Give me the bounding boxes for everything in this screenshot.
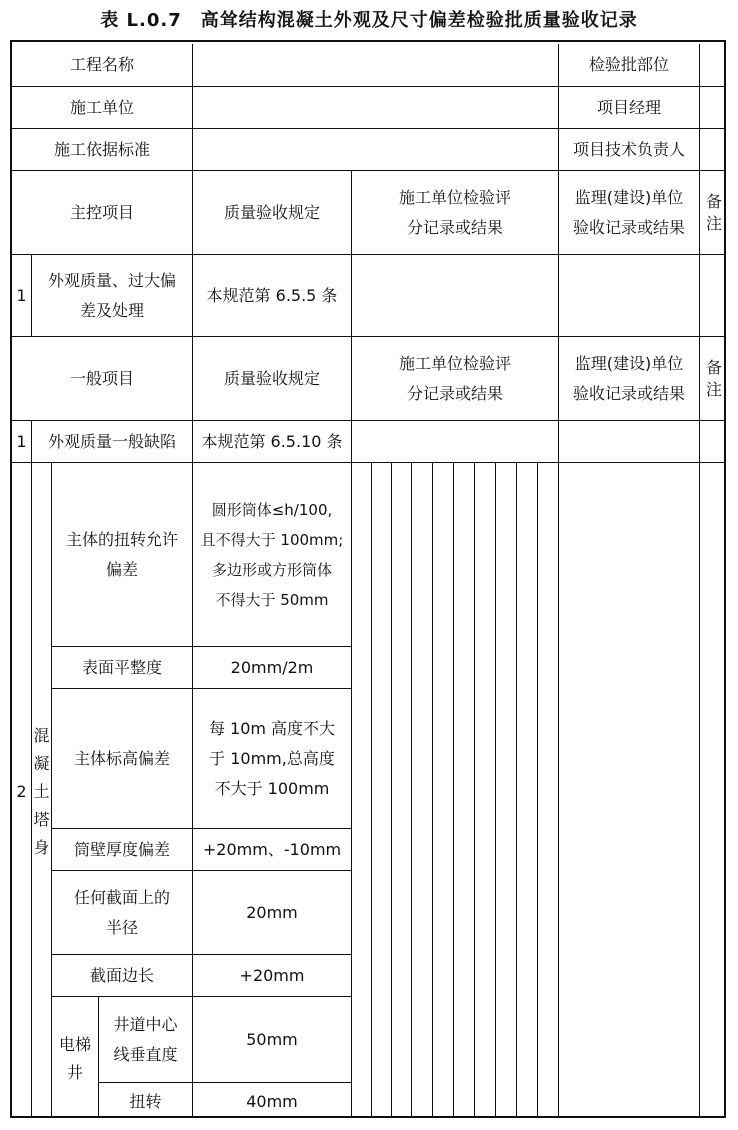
construction-check-header: 施工单位检验评 分记录或结果 xyxy=(398,353,511,403)
group-item-rule: +20mm、-10mm xyxy=(202,839,342,859)
supervision-check-header: 监理(建设)单位 验收记录或结果 xyxy=(572,353,685,403)
elevator-item-label: 扭转 xyxy=(129,1091,162,1111)
group-item-label: 主体的扭转允许 偏差 xyxy=(65,529,178,579)
group-item-label: 主体标高偏差 xyxy=(73,748,170,768)
group-supervision-result[interactable] xyxy=(559,463,699,1118)
check-grid-line xyxy=(516,462,517,1118)
check-grid-line xyxy=(411,462,412,1118)
batch-location-field[interactable] xyxy=(700,44,726,86)
technical-lead-label: 项目技术负责人 xyxy=(572,139,685,159)
check-grid-line xyxy=(371,462,372,1118)
group-item-label: 表面平整度 xyxy=(81,657,162,677)
remarks-header: 备 注 xyxy=(705,191,722,233)
main-items-header: 主控项目 xyxy=(69,202,134,222)
construction-check-header: 施工单位检验评 分记录或结果 xyxy=(398,187,511,237)
elevator-shaft-label: 电梯 井 xyxy=(58,1034,91,1082)
group-item-rule: 20mm/2m xyxy=(230,657,314,677)
group-item-rule: 每 10m 高度不大 于 10mm,总高度 不大于 100mm xyxy=(208,718,336,798)
construction-unit-label: 施工单位 xyxy=(69,97,134,117)
group-item-rule: 圆形筒体≤h/100, 且不得大于 100mm; 多边形或方形筒体 不得大于 50mm xyxy=(200,500,344,609)
main-item-construction-result[interactable] xyxy=(352,255,558,336)
main-item-rule: 本规范第 6.5.5 条 xyxy=(206,285,338,305)
check-grid-line xyxy=(453,462,454,1118)
row-number: 1 xyxy=(16,285,27,305)
project-manager-field[interactable] xyxy=(700,87,726,128)
acceptance-rule-header: 质量验收规定 xyxy=(223,202,320,222)
group-item-label: 筒壁厚度偏差 xyxy=(73,839,170,859)
project-name-label: 工程名称 xyxy=(69,55,134,74)
technical-lead-field[interactable] xyxy=(700,129,726,170)
elevator-item-rule: 40mm xyxy=(246,1091,298,1111)
main-item-label: 外观质量、过大偏 差及处理 xyxy=(47,270,176,320)
elevator-item-label: 井道中心 线垂直度 xyxy=(113,1014,178,1064)
project-manager-label: 项目经理 xyxy=(596,97,661,117)
group-item-label: 截面边长 xyxy=(89,965,154,985)
project-name-field[interactable] xyxy=(193,44,558,86)
general-items-header: 一般项目 xyxy=(69,368,134,388)
general-item-construction-result[interactable] xyxy=(352,421,558,462)
supervision-check-header: 监理(建设)单位 验收记录或结果 xyxy=(572,187,685,237)
general-item-label: 外观质量一般缺陷 xyxy=(47,431,176,451)
concrete-tower-body-label: 混 凝 土 塔 身 xyxy=(33,725,50,857)
check-grid-line xyxy=(432,462,433,1118)
remarks-header: 备 注 xyxy=(705,357,722,399)
inspection-record-table xyxy=(10,40,726,1118)
group-item-rule: +20mm xyxy=(239,965,305,985)
check-grid-line xyxy=(391,462,392,1118)
construction-unit-field[interactable] xyxy=(193,87,558,128)
construction-standard-field[interactable] xyxy=(193,129,558,170)
page-title: 表 L.0.7 高耸结构混凝土外观及尺寸偏差检验批质量验收记录 xyxy=(100,10,638,31)
main-item-supervision-result[interactable] xyxy=(559,255,699,336)
general-item-supervision-result[interactable] xyxy=(559,421,699,462)
row-number: 2 xyxy=(16,781,27,801)
batch-location-label: 检验批部位 xyxy=(588,55,669,74)
group-item-label: 任何截面上的 半径 xyxy=(73,887,170,937)
acceptance-rule-header: 质量验收规定 xyxy=(223,368,320,388)
check-grid-line xyxy=(537,462,538,1118)
elevator-item-rule: 50mm xyxy=(246,1029,298,1049)
group-item-rule: 20mm xyxy=(246,902,298,922)
general-item-rule: 本规范第 6.5.10 条 xyxy=(201,431,343,451)
construction-standard-label: 施工依据标准 xyxy=(53,139,150,159)
row-number: 1 xyxy=(16,431,27,451)
check-grid-line xyxy=(495,462,496,1118)
group-remarks[interactable] xyxy=(700,463,726,1118)
check-grid-line xyxy=(474,462,475,1118)
